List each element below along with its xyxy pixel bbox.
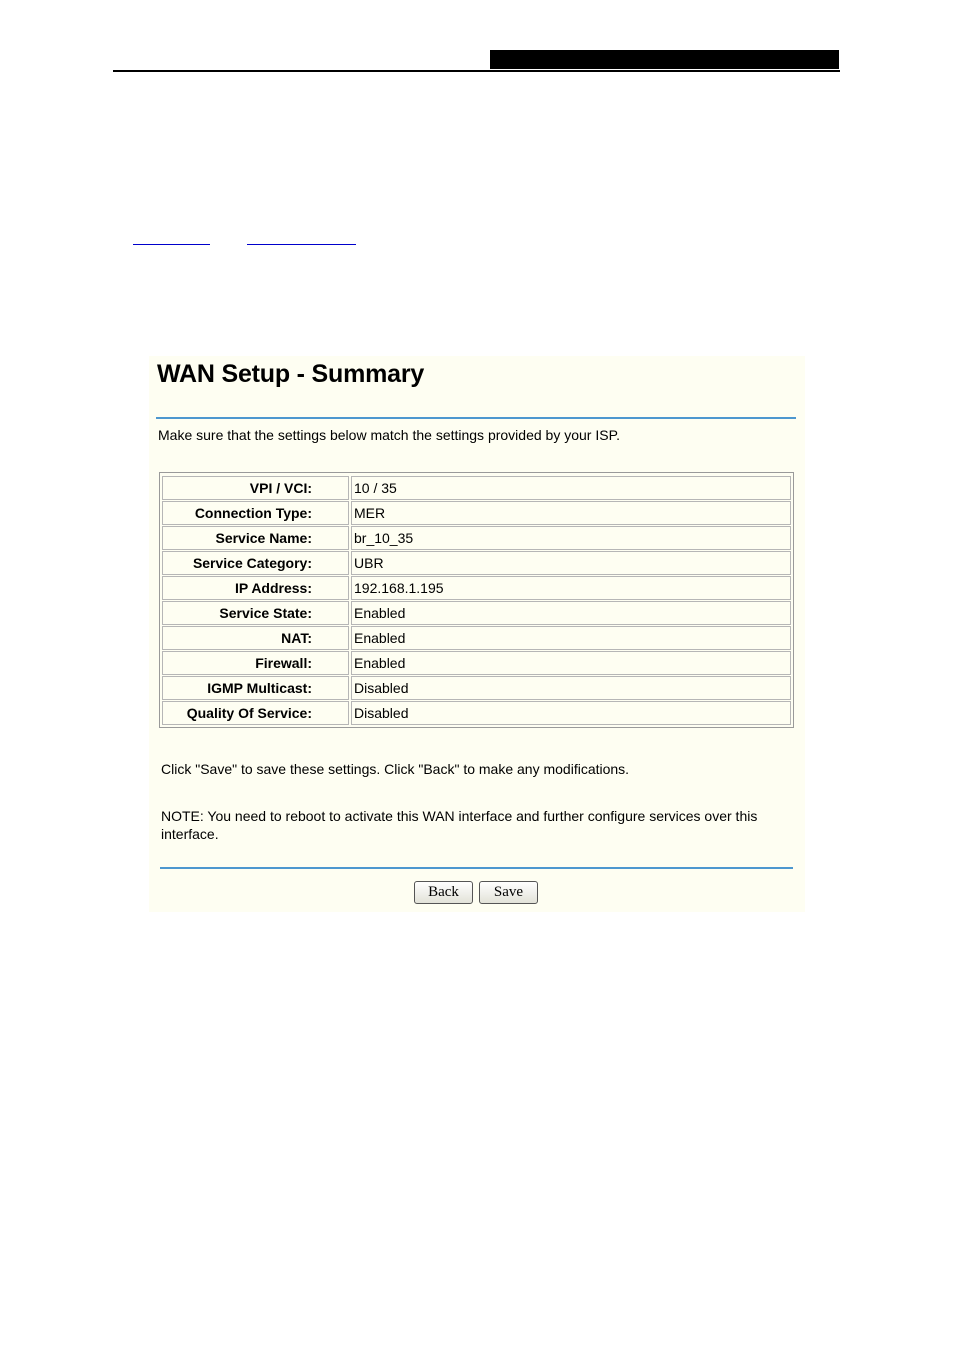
header-rule (113, 70, 840, 72)
doc-link-underline-1[interactable] (133, 244, 210, 245)
row-label: Service Category: (192, 555, 312, 571)
wan-summary-panel (149, 356, 805, 912)
row-label: Firewall: (255, 655, 312, 671)
row-label: Service State: (219, 605, 312, 621)
row-value: Disabled (354, 705, 409, 721)
row-value: br_10_35 (354, 530, 414, 546)
row-value: 192.168.1.195 (354, 580, 444, 596)
footer-divider (160, 867, 793, 869)
intro-text: Make sure that the settings below match the settings provided by your ISP. (158, 427, 620, 443)
row-value: Enabled (354, 605, 406, 621)
row-label: Connection Type: (194, 505, 312, 521)
row-value: Disabled (354, 680, 409, 696)
reboot-note-text: NOTE: You need to reboot to activate this WAN interface and further configure services over this interface. (161, 808, 758, 842)
row-label: Service Name: (215, 530, 312, 546)
row-value: UBR (354, 555, 384, 571)
row-value: 10 / 35 (354, 480, 397, 496)
row-value: Enabled (354, 630, 406, 646)
save-hint-text: Click "Save" to save these settings. Click "Back" to make any modifications. (161, 761, 630, 777)
back-button[interactable]: Back (414, 881, 473, 904)
doc-link-underline-2[interactable] (247, 244, 356, 245)
row-label: Quality Of Service: (186, 705, 312, 721)
row-label: VPI / VCI: (249, 480, 312, 496)
row-value: Enabled (354, 655, 406, 671)
row-label: NAT: (281, 630, 312, 646)
row-value: MER (354, 505, 386, 521)
row-label: IGMP Multicast: (207, 680, 312, 696)
header-bar (490, 50, 839, 69)
summary-table (159, 472, 794, 728)
row-label: IP Address: (234, 580, 312, 596)
page-title: WAN Setup - Summary (157, 360, 425, 388)
save-button[interactable]: Save (479, 881, 538, 904)
title-divider (156, 417, 796, 419)
